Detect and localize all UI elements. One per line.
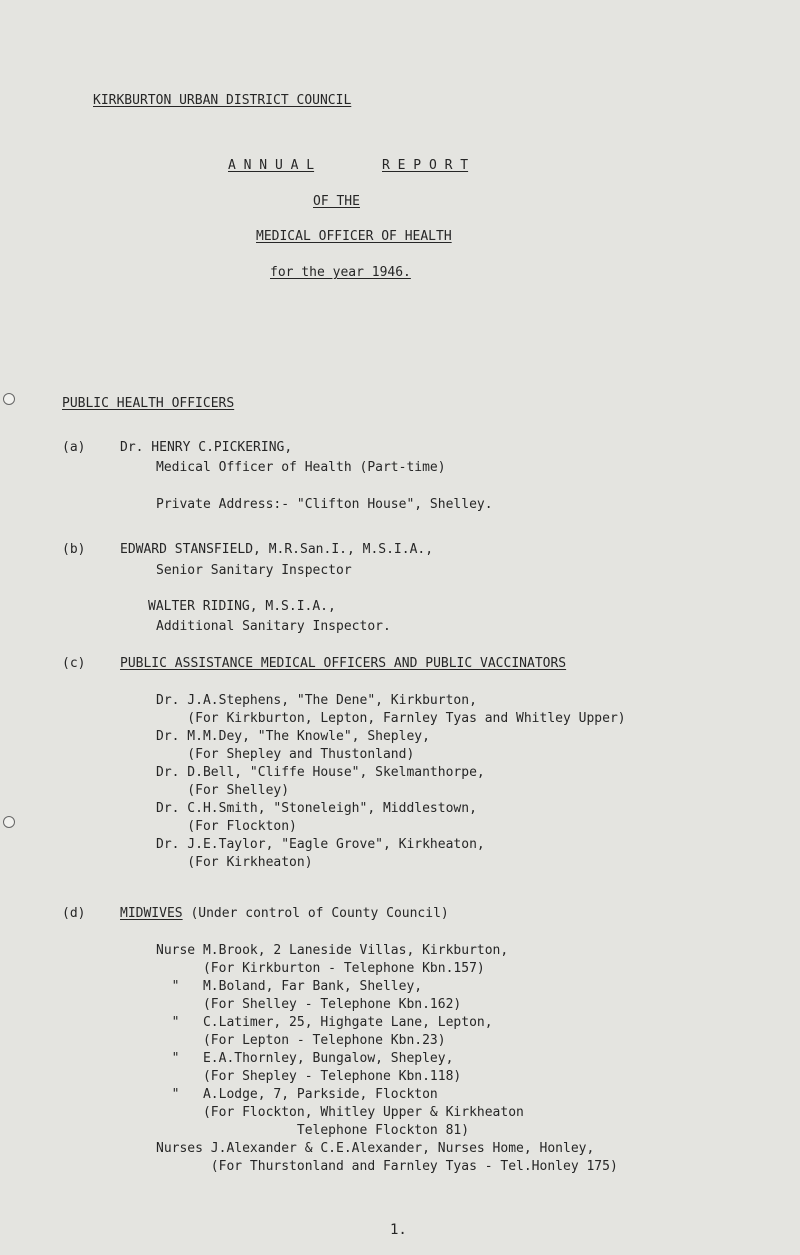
senior-inspector-name: EDWARD STANSFIELD, M.R.San.I., M.S.I.A., bbox=[120, 542, 434, 557]
moh-address: Private Address:- "Clifton House", Shelley. bbox=[156, 497, 493, 512]
midwife-line: " C.Latimer, 25, Highgate Lane, Lepton, bbox=[156, 1015, 493, 1030]
section-d-title: MIDWIVES bbox=[120, 906, 183, 921]
midwife-line: (For Shepley - Telephone Kbn.118) bbox=[156, 1069, 462, 1084]
midwife-line: " E.A.Thornley, Bungalow, Shepley, bbox=[156, 1051, 454, 1066]
section-d-subtitle: (Under control of County Council) bbox=[182, 906, 449, 921]
midwife-line: (For Lepton - Telephone Kbn.23) bbox=[156, 1033, 446, 1048]
midwife-line: (For Thurstonland and Farnley Tyas - Tel.Honley 175) bbox=[156, 1159, 618, 1174]
medical-officer-line: Dr. C.H.Smith, "Stoneleigh", Middlestown, bbox=[156, 801, 477, 816]
additional-inspector-role: Additional Sanitary Inspector. bbox=[156, 619, 391, 634]
medical-officer-line: Dr. M.M.Dey, "The Knowle", Shepley, bbox=[156, 729, 430, 744]
page-number: 1. bbox=[390, 1222, 407, 1238]
medical-officer-heading: MEDICAL OFFICER OF HEALTH bbox=[256, 229, 452, 244]
medical-officer-line: (For Flockton) bbox=[156, 819, 297, 834]
midwife-line: " A.Lodge, 7, Parkside, Flockton bbox=[156, 1087, 438, 1102]
medical-officer-line: (For Shepley and Thustonland) bbox=[156, 747, 415, 762]
year-line bbox=[270, 265, 411, 281]
medical-officer-line: Dr. J.E.Taylor, "Eagle Grove", Kirkheaton, bbox=[156, 837, 485, 852]
section-a-marker: (a) bbox=[62, 440, 86, 455]
medical-officer-line: Dr. J.A.Stephens, "The Dene", Kirkburton, bbox=[156, 693, 477, 708]
moh-role: Medical Officer of Health (Part-time) bbox=[156, 460, 446, 475]
midwife-line: (For Kirkburton - Telephone Kbn.157) bbox=[156, 961, 485, 976]
section-b-marker: (b) bbox=[62, 542, 86, 557]
midwife-line: " M.Boland, Far Bank, Shelley, bbox=[156, 979, 423, 994]
midwife-line: Telephone Flockton 81) bbox=[156, 1123, 470, 1138]
senior-inspector-role: Senior Sanitary Inspector bbox=[156, 563, 352, 578]
year-text: for the year 1946. bbox=[270, 265, 411, 280]
council-title: KIRKBURTON URBAN DISTRICT COUNCIL bbox=[93, 93, 352, 108]
midwife-line: Nurses J.Alexander & C.E.Alexander, Nurses Home, Honley, bbox=[156, 1141, 595, 1156]
medical-officer-line: (For Shelley) bbox=[156, 783, 290, 798]
midwife-line: (For Flockton, Whitley Upper & Kirkheaton bbox=[156, 1105, 524, 1120]
medical-officer-line: (For Kirkheaton) bbox=[156, 855, 313, 870]
section-d-marker: (d) bbox=[62, 906, 86, 921]
section-title: PUBLIC HEALTH OFFICERS bbox=[62, 396, 235, 411]
punch-hole-top bbox=[3, 393, 15, 405]
section-c-title: PUBLIC ASSISTANCE MEDICAL OFFICERS AND PUBLIC VACCINATORS bbox=[120, 656, 567, 671]
additional-inspector-name: WALTER RIDING, M.S.I.A., bbox=[148, 599, 336, 614]
annual-heading: A N N U A L bbox=[228, 158, 315, 173]
medical-officer-line: (For Kirkburton, Lepton, Farnley Tyas and Whitley Upper) bbox=[156, 711, 626, 726]
midwife-line: Nurse M.Brook, 2 Laneside Villas, Kirkburton, bbox=[156, 943, 509, 958]
report-heading: R E P O R T bbox=[382, 158, 469, 173]
moh-name: Dr. HENRY C.PICKERING, bbox=[120, 440, 293, 455]
of-the-heading: OF THE bbox=[313, 194, 360, 209]
section-c-marker: (c) bbox=[62, 656, 86, 671]
punch-hole-bottom bbox=[3, 816, 15, 828]
midwife-line: (For Shelley - Telephone Kbn.162) bbox=[156, 997, 462, 1012]
medical-officer-line: Dr. D.Bell, "Cliffe House", Skelmanthorpe, bbox=[156, 765, 485, 780]
section-d-title-line bbox=[120, 906, 449, 922]
